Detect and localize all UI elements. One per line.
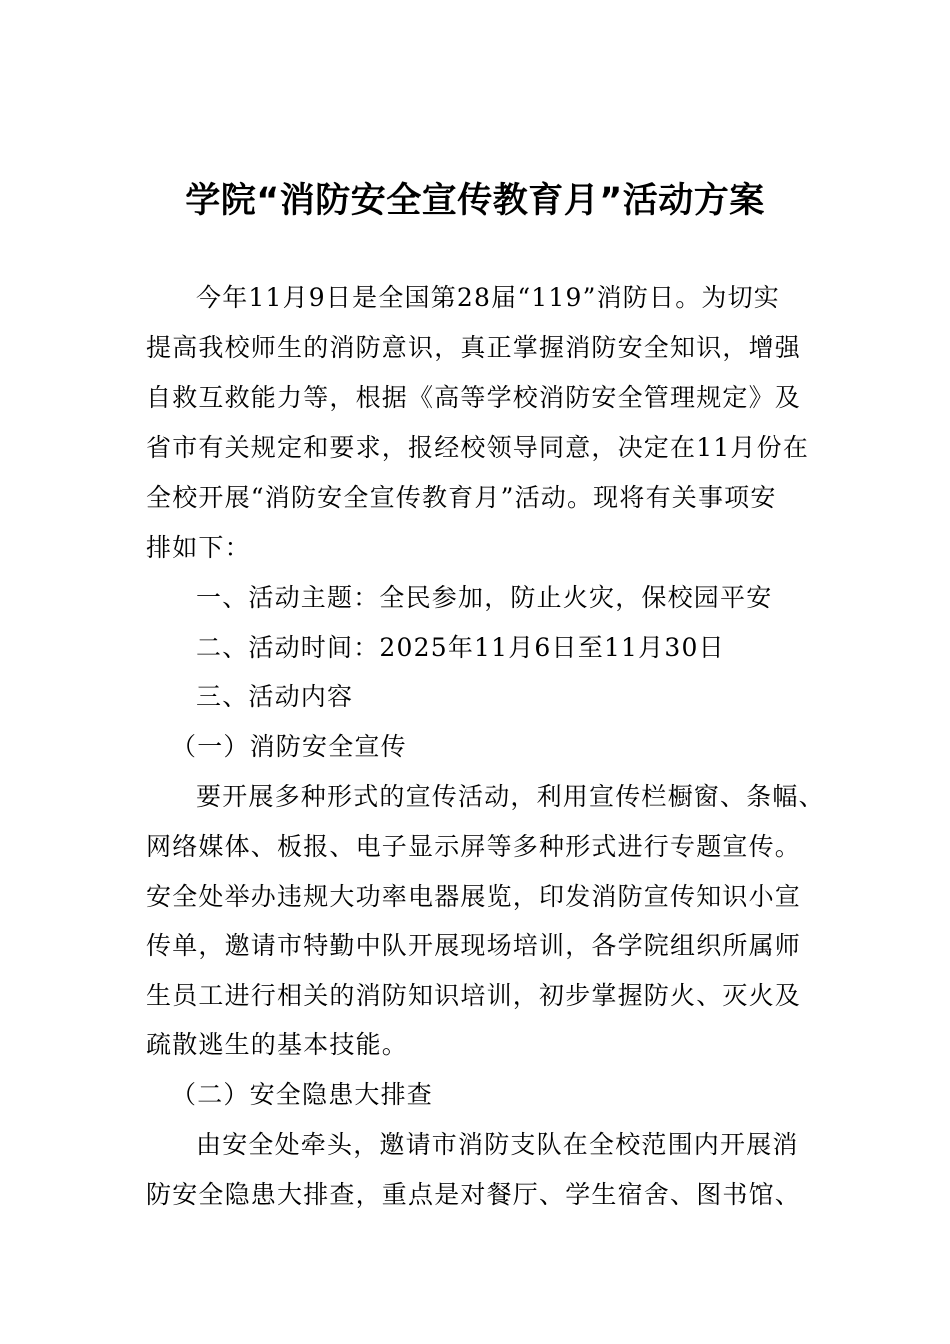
paragraph-line: 疏散逃生的基本技能。 <box>146 1030 409 1059</box>
paragraph-line: 提高我校师生的消防意识，真正掌握消防安全知识，增强 <box>146 333 802 362</box>
paragraph-line: 防安全隐患大排查，重点是对餐厅、学生宿舍、图书馆、 <box>146 1180 802 1209</box>
document-title: 学院“消防安全宣传教育月”活动方案 <box>185 181 765 221</box>
section-heading-time: 二、活动时间：2025年11月6日至11月30日 <box>196 633 725 662</box>
section-heading-content: 三、活动内容 <box>196 682 354 711</box>
paragraph-line: 生员工进行相关的消防知识培训，初步掌握防火、灭火及 <box>146 981 802 1010</box>
subsection-heading-inspection: （二）安全隐患大排查 <box>171 1080 434 1109</box>
subsection-heading-publicity: （一）消防安全宣传 <box>171 732 407 761</box>
paragraph-line: 全校开展“消防安全宣传教育月”活动。现将有关事项安 <box>146 483 777 512</box>
paragraph-line: 省市有关规定和要求，报经校领导同意，决定在11月份在 <box>146 433 810 462</box>
paragraph-line: 网络媒体、板报、电子显示屏等多种形式进行专题宣传。 <box>146 832 802 861</box>
paragraph-line: 排如下： <box>146 533 251 562</box>
paragraph-line: 自救互救能力等，根据《高等学校消防安全管理规定》及 <box>146 383 802 412</box>
paragraph-line: 要开展多种形式的宣传活动，利用宣传栏橱窗、条幅、 <box>196 782 825 811</box>
paragraph-line: 由安全处牵头，邀请市消防支队在全校范围内开展消 <box>196 1130 799 1159</box>
paragraph-line: 传单，邀请市特勤中队开展现场培训，各学院组织所属师 <box>146 931 802 960</box>
paragraph-line: 今年11月9日是全国第28届“119”消防日。为切实 <box>196 283 781 312</box>
paragraph-line: 安全处举办违规大功率电器展览，印发消防宣传知识小宣 <box>146 882 802 911</box>
section-heading-theme: 一、活动主题：全民参加，防止火灾，保校园平安 <box>196 583 773 612</box>
